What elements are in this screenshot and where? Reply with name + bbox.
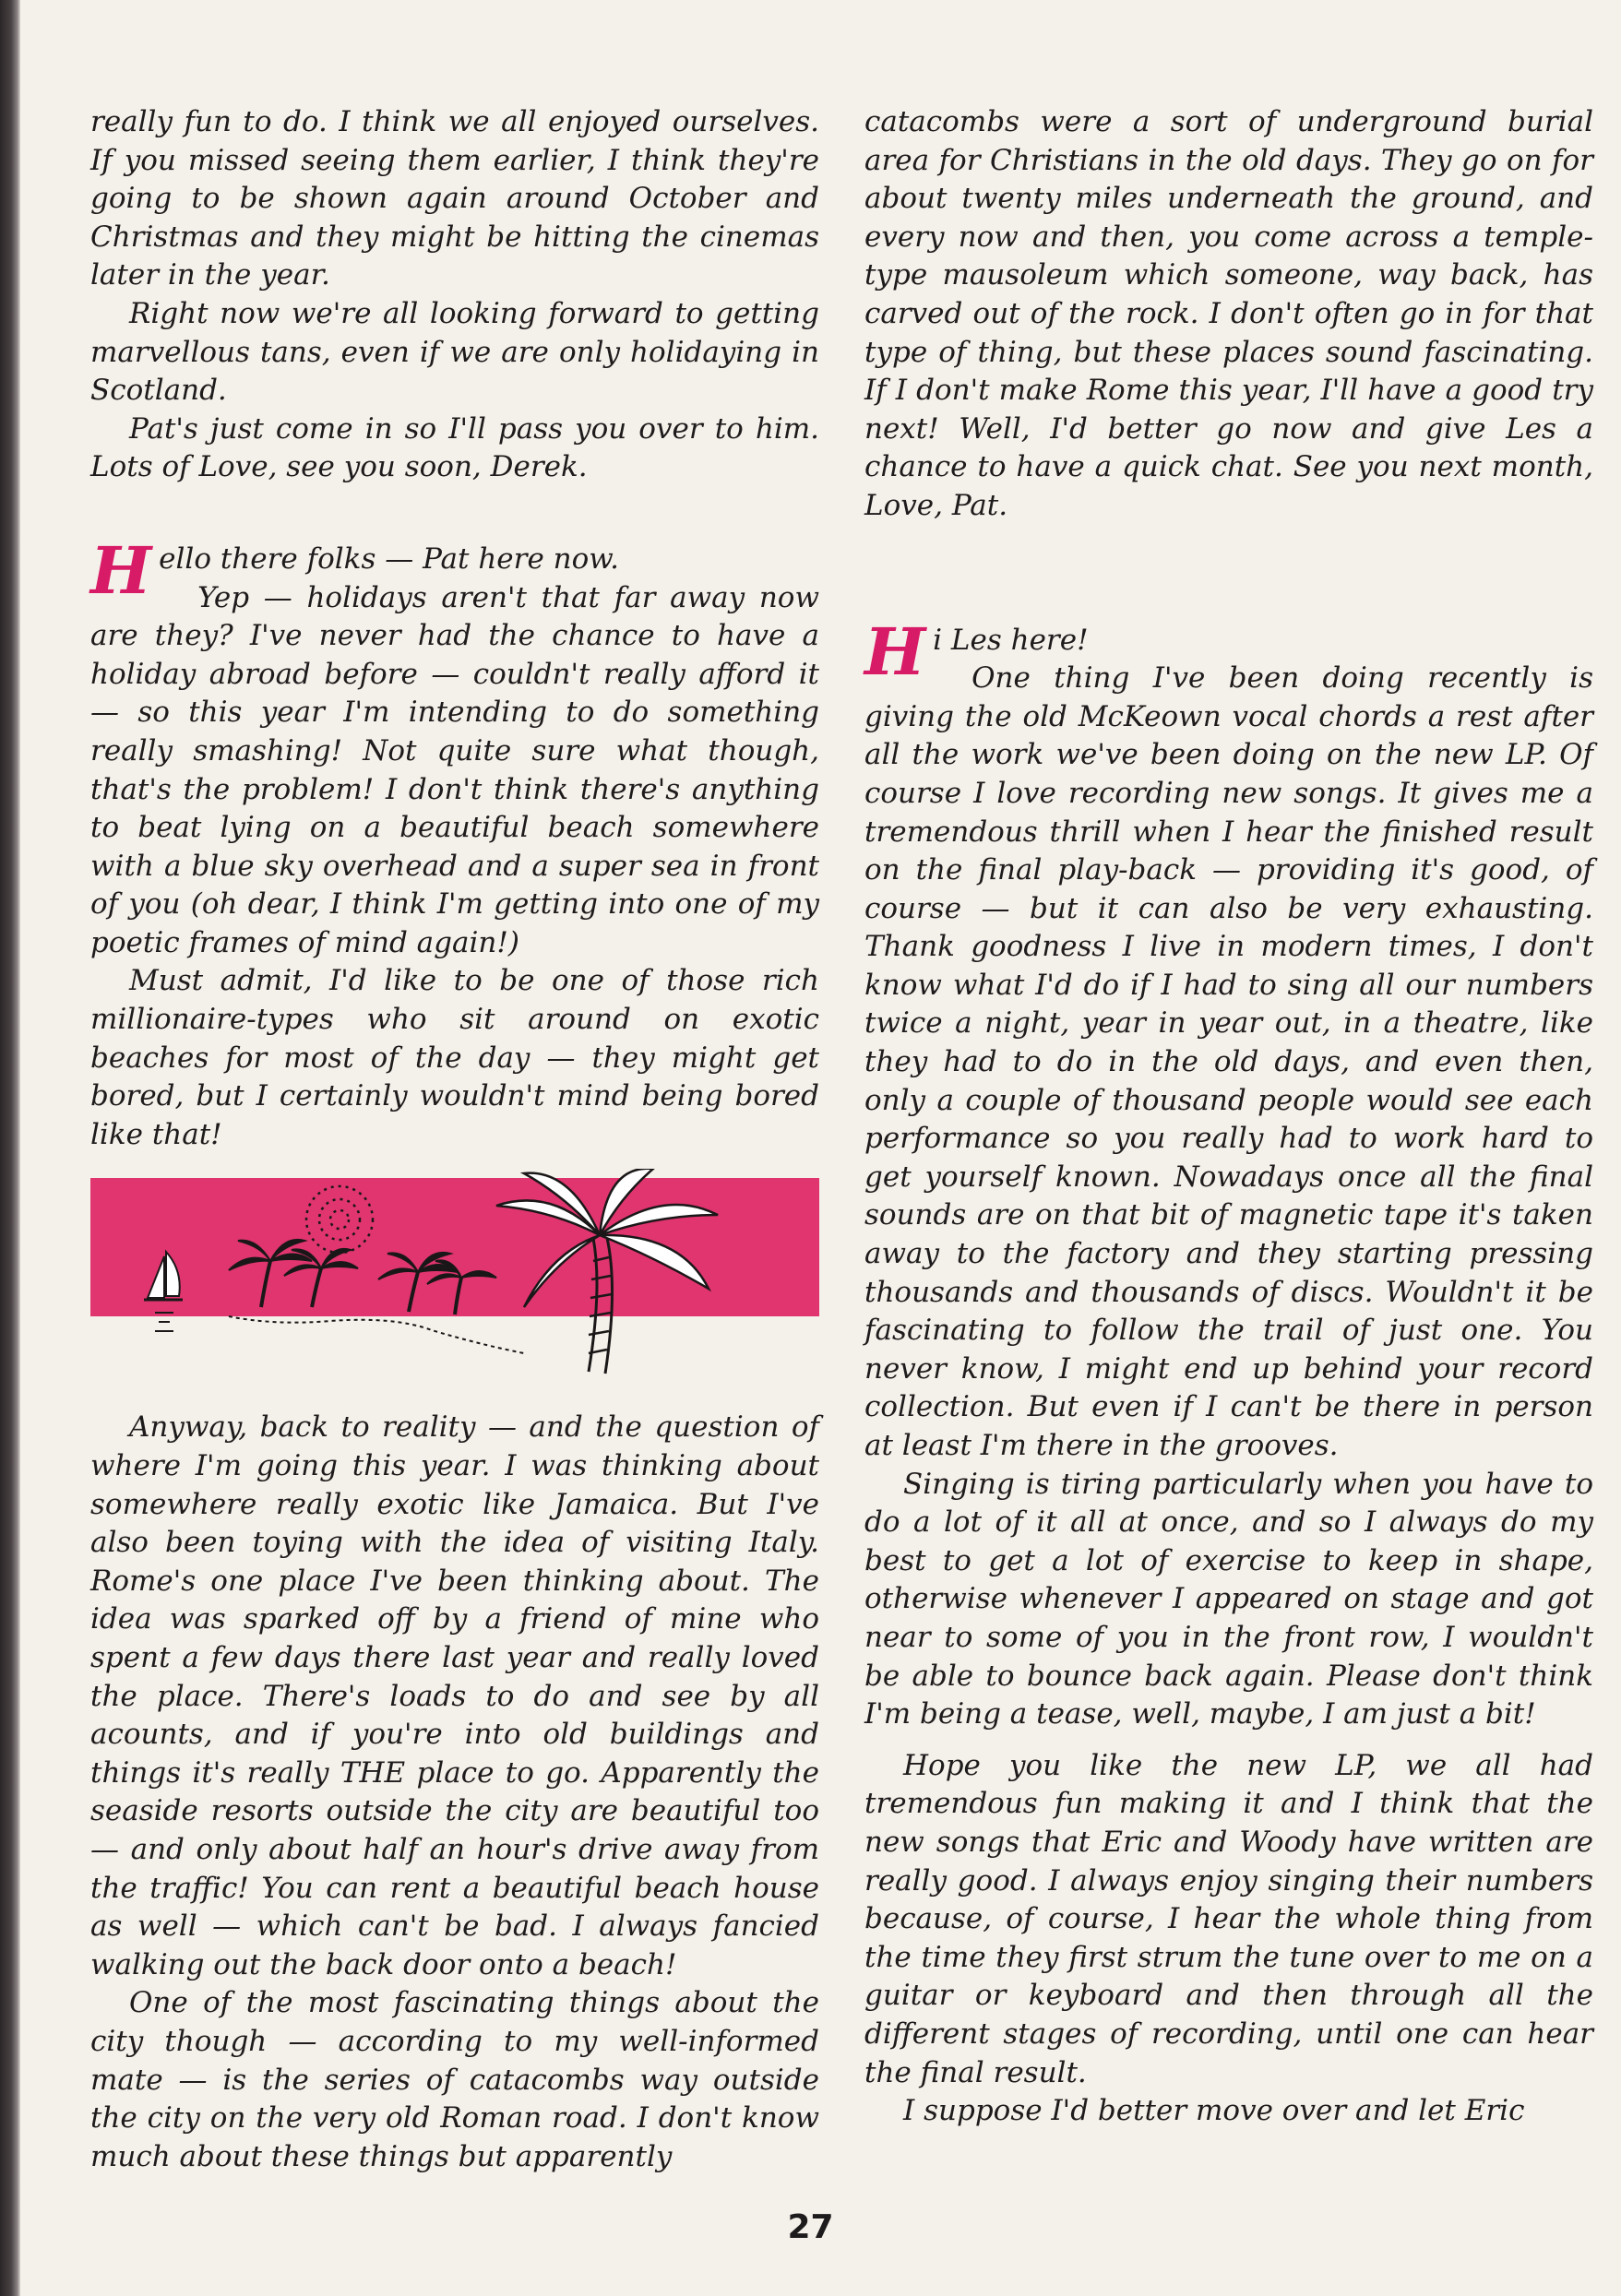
page-number: 27 <box>787 2208 834 2246</box>
pat-paragraph-2: Must admit, I'd like to be one of those rich millionaire-types who sit around on exotic beaches for most of the day — they might get bored, but I certainly wouldn't mind being bored like that! <box>90 964 819 1151</box>
les-greeting: i Les here! <box>933 623 1089 657</box>
les-drop-cap: H <box>864 613 926 690</box>
pat-paragraph-5: catacombs were a sort of underground burial area for Christians in the old days. They go on for about twenty miles underneath the ground, and every now and then, you come across a temple-type mausoleum which someone, way back, has carved out of the rock. I don't often go in for that type of thing, but these places sound fascinating. If I don't make Rome this year, I'll have a good try next! Well, I'd better go now and give Les a chance to have a quick chat. See you next month, Love, Pat. <box>864 105 1593 522</box>
tropical-beach-palm-illustration <box>90 1169 819 1390</box>
les-paragraph-2: Singing is tiring particularly when you have to do a lot of it all at once, and so I always do my best to get a lot of exercise to keep in shape, otherwise whenever I appeared on stage and got near to some of you in the front row, I wouldn't be able to bounce back again. Please don't think I'm being a tease, well, maybe, I am just a bit! <box>864 1467 1593 1731</box>
les-paragraph-1: One thing I've been doing recently is giving the old McKeown vocal chords a rest after all the work we've been doing on the new LP. Of course I love recording new songs. It gives me a tremendous thrill when I hear the finished result on the final play-back — providing it's good, of course — but it can also be very exhausting. Thank goodness I live in modern times, I don't know what I'd do if I had to sing all our numbers twice a night, year in year out, in a theatre, like they had to do in the old days, and even then, only a couple of thousand people would see each performance so you really had to work hard to get yourself known. Nowadays once all the final sounds are on that bit of magnetic tape it's taken away to the factory and they starting pressing thousands and thousands of discs. Wouldn't it be fascinating to follow the trail of just one. You never know, I might end up behind your record collection. But even if I can't be there in person at least I'm there in the grooves. <box>864 661 1593 1462</box>
derek-paragraph-3: Pat's just come in so I'll pass you over to him. Lots of Love, see you soon, Derek. <box>90 411 819 484</box>
pat-paragraph-4: One of the most fascinating things about the city though — according to my well-informed mate — is the series of catacombs way outside the city on the very old Roman road. I don't know much about these things but apparently <box>90 1986 819 2173</box>
derek-paragraph-1: really fun to do. I think we all enjoyed ourselves. If you missed seeing them earlier, I think they're going to be shown again around October and Christmas and they might be hitting the cinemas later in the year. <box>90 105 819 292</box>
pink-sky-band <box>90 1178 819 1316</box>
les-paragraph-4: I suppose I'd better move over and let Eric <box>903 2094 1525 2128</box>
les-section <box>864 613 1593 2131</box>
beach-shoreline <box>229 1316 524 1353</box>
pat-drop-cap: H <box>90 531 152 609</box>
pat-greeting: ello there folks — Pat here now. <box>159 541 620 576</box>
pat-paragraph-3: Anyway, back to reality — and the question of where I'm going this year. I was thinking about somewhere really exotic like Jamaica. But I've also been toying with the idea of visiting Italy. Rome's one place I've been thinking about. The idea was sparked off by a friend of mine who spent a few days there last year and really loved the place. There's loads to do and see by all acounts, and if you're into old buildings and things it's really THE place to go. Apparently the seaside resorts outside the city are beautiful too — and only about half an hour's drive away from the traffic! You can rent a beautiful beach house as well — which can't be bad. I always fancied walking out the back door onto a beach! <box>90 1410 819 1981</box>
pat-paragraph-1: Yep — holidays aren't that far away now are they? I've never had the chance to have a holiday abroad before — couldn't really afford it — so this year I'm intending to do something really smashing! Not quite sure what though, that's the problem! I don't think there's anything to beat lying on a beautiful beach somewhere with a blue sky overhead and a super sea in front of you (oh dear, I think I'm getting into one of my poetic frames of mind again!) <box>90 580 819 959</box>
les-paragraph-3: Hope you like the new LP, we all had tremendous fun making it and I think that the new songs that Eric and Woody have written are really good. I always enjoy singing their numbers because, of course, I hear the whole thing from the time they first strum the tune over to me on a guitar or keyboard and then through all the different stages of recording, until one can hear the final result. <box>864 1748 1593 2089</box>
pat-section <box>90 531 819 1155</box>
derek-paragraph-2: Right now we're all looking forward to getting marvellous tans, even if we are only holidaying in Scotland. <box>90 296 819 408</box>
page-binding-edge <box>0 0 20 2296</box>
right-column <box>864 103 1593 2131</box>
left-column <box>90 103 819 2176</box>
